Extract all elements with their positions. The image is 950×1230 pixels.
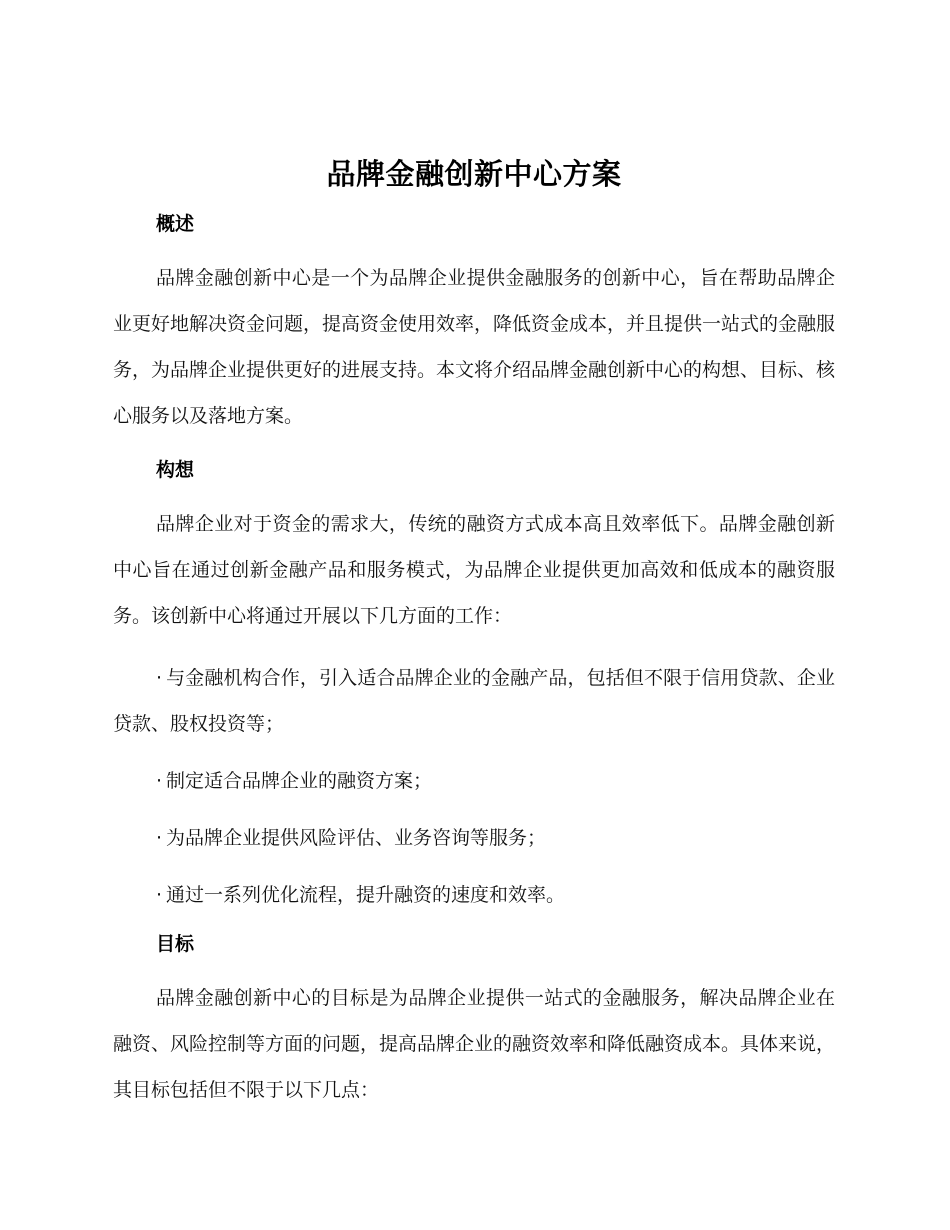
section-heading-concept: 构想 bbox=[156, 459, 195, 481]
goals-paragraph: 品牌金融创新中心的目标是为品牌企业提供一站式的金融服务，解决品牌企业在融资、风险控制等方面的问题，提高品牌企业的融资效率和降低融资成本。具体来说，其目标包括但不限于以下几点： bbox=[113, 987, 836, 1101]
overview-paragraph: 品牌金融创新中心是一个为品牌企业提供金融服务的创新中心，旨在帮助品牌企业更好地解决资金问题，提高资金使用效率，降低资金成本，并且提供一站式的金融服务，为品牌企业提供更好的进展支持。本文将介绍品牌金融创新中心的构想、目标、核心服务以及落地方案。 bbox=[113, 267, 836, 427]
bullet-text: 通过一系列优化流程，提升融资的速度和效率。 bbox=[166, 884, 566, 906]
concept-paragraph: 品牌企业对于资金的需求大，传统的融资方式成本高且效率低下。品牌金融创新中心旨在通过创新金融产品和服务模式，为品牌企业提供更加高效和低成本的融资服务。该创新中心将通过开展以下几方面的工作： bbox=[113, 513, 835, 627]
section-heading-goals: 目标 bbox=[156, 933, 195, 955]
bullet-marker: · bbox=[156, 884, 163, 906]
bullet-item bbox=[113, 815, 835, 861]
bullet-item bbox=[113, 758, 835, 804]
bullet-item bbox=[113, 655, 835, 747]
bullet-marker: · bbox=[156, 827, 163, 849]
section-heading-overview: 概述 bbox=[156, 213, 195, 235]
bullet-item bbox=[113, 872, 835, 918]
document-title: 品牌金融创新中心方案 bbox=[326, 157, 622, 191]
bullet-text: 制定适合品牌企业的融资方案； bbox=[166, 770, 433, 792]
bullet-text: 与金融机构合作，引入适合品牌企业的金融产品，包括但不限于信用贷款、企业贷款、股权投资等； bbox=[113, 667, 835, 735]
bullet-text: 为品牌企业提供风险评估、业务咨询等服务； bbox=[166, 827, 547, 849]
bullet-marker: · bbox=[156, 667, 163, 689]
bullet-marker: · bbox=[156, 770, 163, 792]
document-body bbox=[113, 150, 835, 1129]
